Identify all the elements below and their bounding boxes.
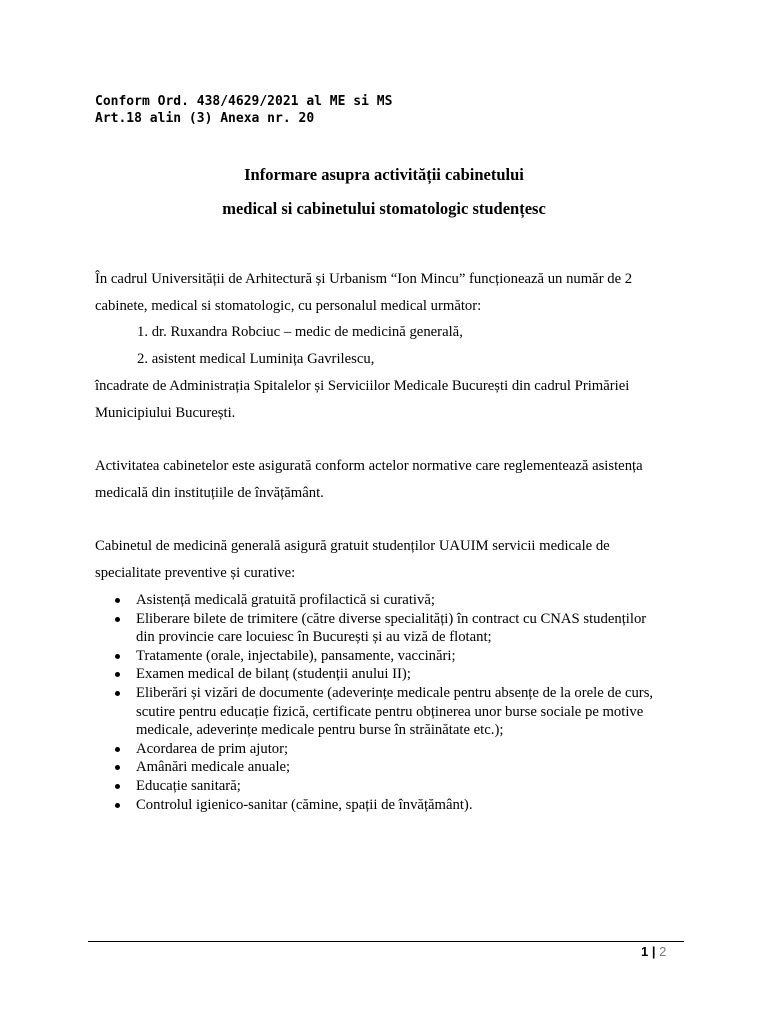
page-number-separator: | bbox=[651, 944, 656, 959]
list-item-text: Educație sanitară; bbox=[136, 777, 241, 794]
current-page-number: 1 bbox=[641, 944, 649, 959]
document-title-line-2: medical si cabinetului stomatologic studențesc bbox=[222, 199, 546, 218]
list-item-text: Amânări medicale anuale; bbox=[136, 759, 291, 776]
list-item-text: Examen medical de bilanț (studenții anului II); bbox=[136, 666, 411, 683]
list-item-text: din provincie care locuiesc în București și au viză de flotant; bbox=[136, 629, 492, 646]
legal-reference bbox=[95, 93, 392, 127]
staff-item-1: 1. dr. Ruxandra Robciuc – medic de medicină generală, bbox=[137, 324, 463, 340]
list-item-text: Asistență medicală gratuită profilactică si curativă; bbox=[136, 592, 435, 608]
services-list bbox=[95, 591, 653, 814]
footer-divider bbox=[88, 941, 684, 942]
intro-line-3: încadrate de Administrația Spitalelor și Serviciilor Medicale București din cadrul Primăriei bbox=[95, 378, 630, 394]
legal-reference-line-1: Conform Ord. 438/4629/2021 al ME si MS bbox=[95, 94, 393, 109]
bullet-icon bbox=[115, 765, 120, 770]
bullet-icon bbox=[115, 617, 120, 622]
activity-line-1: Activitatea cabinetelor este asigurată conform actelor normative care reglementează asistența bbox=[95, 458, 643, 474]
total-pages-number: 2 bbox=[659, 944, 667, 959]
list-item bbox=[95, 591, 653, 610]
list-item bbox=[95, 740, 653, 759]
staff-item-2: 2. asistent medical Luminița Gavrilescu, bbox=[137, 351, 375, 367]
services-line-2: specialitate preventive și curative: bbox=[95, 565, 296, 581]
intro-line-4: Municipiului București. bbox=[95, 405, 236, 421]
bullet-icon bbox=[115, 747, 120, 752]
bullet-icon bbox=[115, 598, 120, 603]
bullet-icon bbox=[115, 691, 120, 696]
list-item bbox=[95, 610, 653, 647]
services-line-1: Cabinetul de medicină generală asigură gratuit studenților UAUIM servicii medicale de bbox=[95, 538, 610, 554]
list-item bbox=[95, 777, 653, 796]
intro-line-1: În cadrul Universității de Arhitectură și Urbanism “Ion Mincu” funcționează un număr de 2 bbox=[95, 271, 633, 287]
list-item-text: Eliberare bilete de trimitere (către diverse specialități) în contract cu CNAS studenților bbox=[136, 610, 647, 627]
list-item-text: Eliberări și vizări de documente (adeverințe medicale pentru absențe de la orele de curs, bbox=[136, 684, 654, 701]
document-title-line-1: Informare asupra activității cabinetului bbox=[244, 165, 524, 184]
list-item bbox=[95, 665, 653, 684]
bullet-icon bbox=[115, 803, 120, 808]
list-item bbox=[95, 796, 653, 815]
bullet-icon bbox=[115, 672, 120, 677]
page-number bbox=[641, 944, 666, 959]
list-item-text: Controlul igienico-sanitar (cămine, spații de învățământ). bbox=[136, 796, 473, 813]
activity-line-2: medicală din instituțiile de învățământ. bbox=[95, 485, 324, 501]
list-item bbox=[95, 647, 653, 666]
legal-reference-line-2: Art.18 alin (3) Anexa nr. 20 bbox=[95, 111, 315, 126]
intro-line-2: cabinete, medical si stomatologic, cu personalul medical următor: bbox=[95, 298, 482, 314]
list-item-text: medicale, adeverințe medicale pentru burse în străinătate etc.); bbox=[136, 722, 504, 739]
bullet-icon bbox=[115, 784, 120, 789]
list-item-text: Acordarea de prim ajutor; bbox=[136, 740, 289, 757]
list-item bbox=[95, 758, 653, 777]
list-item-text: Tratamente (orale, injectabile), pansamente, vaccinări; bbox=[136, 647, 456, 664]
bullet-icon bbox=[115, 654, 120, 659]
list-item-text: scutire pentru educație fizică, certificate pentru obținerea unor burse sociale pe motive bbox=[136, 703, 644, 720]
list-item bbox=[95, 684, 653, 740]
